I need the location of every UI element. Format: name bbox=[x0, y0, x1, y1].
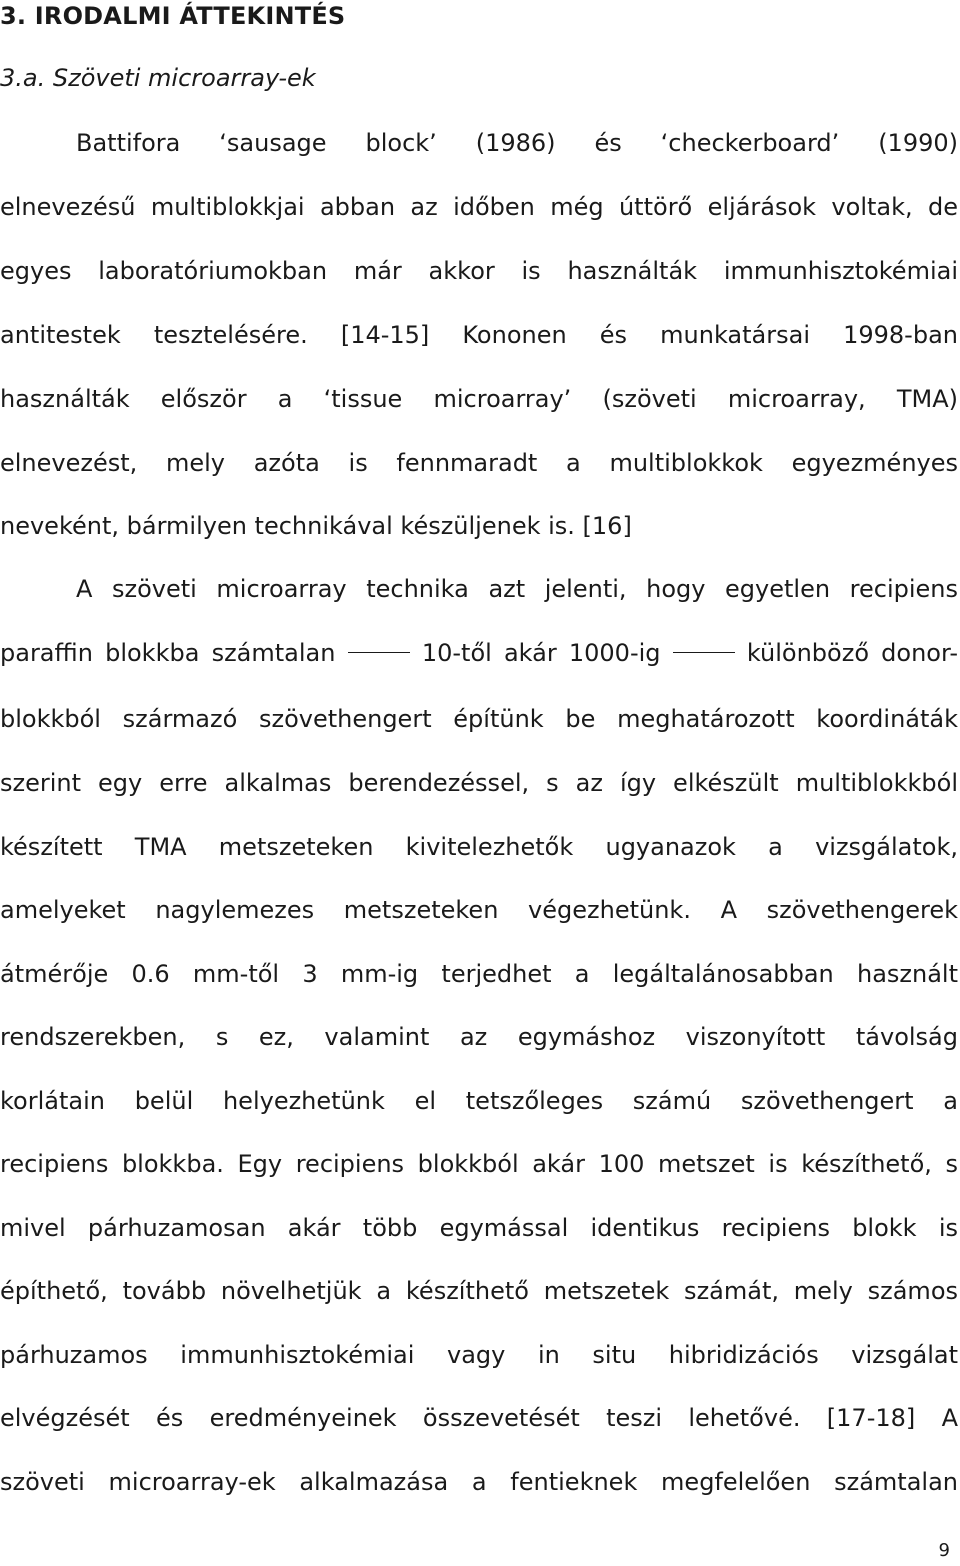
paragraph-line: blokkból származó szövethengert építünk be meghatározott koordináták bbox=[0, 705, 958, 733]
paragraph-line: neveként, bármilyen technikával készüljenek is. [16] bbox=[0, 512, 632, 540]
section-title: 3. IRODALMI ÁTTEKINTÉS bbox=[0, 2, 346, 30]
paragraph-segment: különböző donor- bbox=[746, 639, 958, 667]
paragraph-line: építhető, tovább növelhetjük a készíthető metszetek számát, mely számos bbox=[0, 1277, 958, 1305]
paragraph-line: korlátain belül helyezhetünk el tetszőleges számú szövethengert a bbox=[0, 1087, 958, 1115]
paragraph-line: használták először a ‘tissue microarray’ (szöveti microarray, TMA) bbox=[0, 385, 958, 413]
paragraph-line: A szöveti microarray technika azt jelenti, hogy egyetlen recipiens bbox=[76, 575, 958, 603]
paragraph-line: elnevezésű multiblokkjai abban az időben még úttörő eljárások voltak, de bbox=[0, 193, 958, 221]
paragraph-line: Battifora ‘sausage block’ (1986) és ‘checkerboard’ (1990) bbox=[76, 129, 958, 157]
paragraph-line: készített TMA metszeteken kivitelezhetők ugyanazok a vizsgálatok, bbox=[0, 833, 958, 861]
em-dash bbox=[673, 652, 735, 653]
paragraph-line: rendszerekben, s ez, valamint az egymáshoz viszonyított távolság bbox=[0, 1023, 958, 1051]
paragraph-line: antitestek tesztelésére. [14-15] Kononen és munkatársai 1998-ban bbox=[0, 321, 958, 349]
paragraph-line: egyes laboratóriumokban már akkor is használták immunhisztokémiai bbox=[0, 257, 958, 285]
page-number: 9 bbox=[938, 1540, 950, 1561]
paragraph-segment: 10-től akár 1000-ig bbox=[421, 639, 661, 667]
paragraph-line: párhuzamos immunhisztokémiai vagy in situ hibridizációs vizsgálat bbox=[0, 1341, 958, 1369]
paragraph-segment: paraffin blokkba számtalan bbox=[0, 639, 336, 667]
subsection-title: 3.a. Szöveti microarray-ek bbox=[0, 64, 316, 92]
paragraph-line: szerint egy erre alkalmas berendezéssel, s az így elkészült multiblokkból bbox=[0, 769, 958, 797]
paragraph-line: átmérője 0.6 mm-től 3 mm-ig terjedhet a legáltalánosabban használt bbox=[0, 960, 958, 988]
paragraph-line: elvégzését és eredményeinek összevetését teszi lehetővé. [17-18] A bbox=[0, 1404, 958, 1432]
paragraph-line: recipiens blokkba. Egy recipiens blokkból akár 100 metszet is készíthető, s bbox=[0, 1150, 958, 1178]
em-dash bbox=[348, 652, 410, 653]
paragraph-line-with-dashes bbox=[0, 636, 958, 670]
paragraph-line: elnevezést, mely azóta is fennmaradt a multiblokkok egyezményes bbox=[0, 449, 958, 477]
paragraph-line: szöveti microarray-ek alkalmazása a fentieknek megfelelően számtalan bbox=[0, 1468, 958, 1496]
paragraph-line: mivel párhuzamosan akár több egymással identikus recipiens blokk is bbox=[0, 1214, 958, 1242]
paragraph-line: amelyeket nagylemezes metszeteken végezhetünk. A szövethengerek bbox=[0, 896, 958, 924]
